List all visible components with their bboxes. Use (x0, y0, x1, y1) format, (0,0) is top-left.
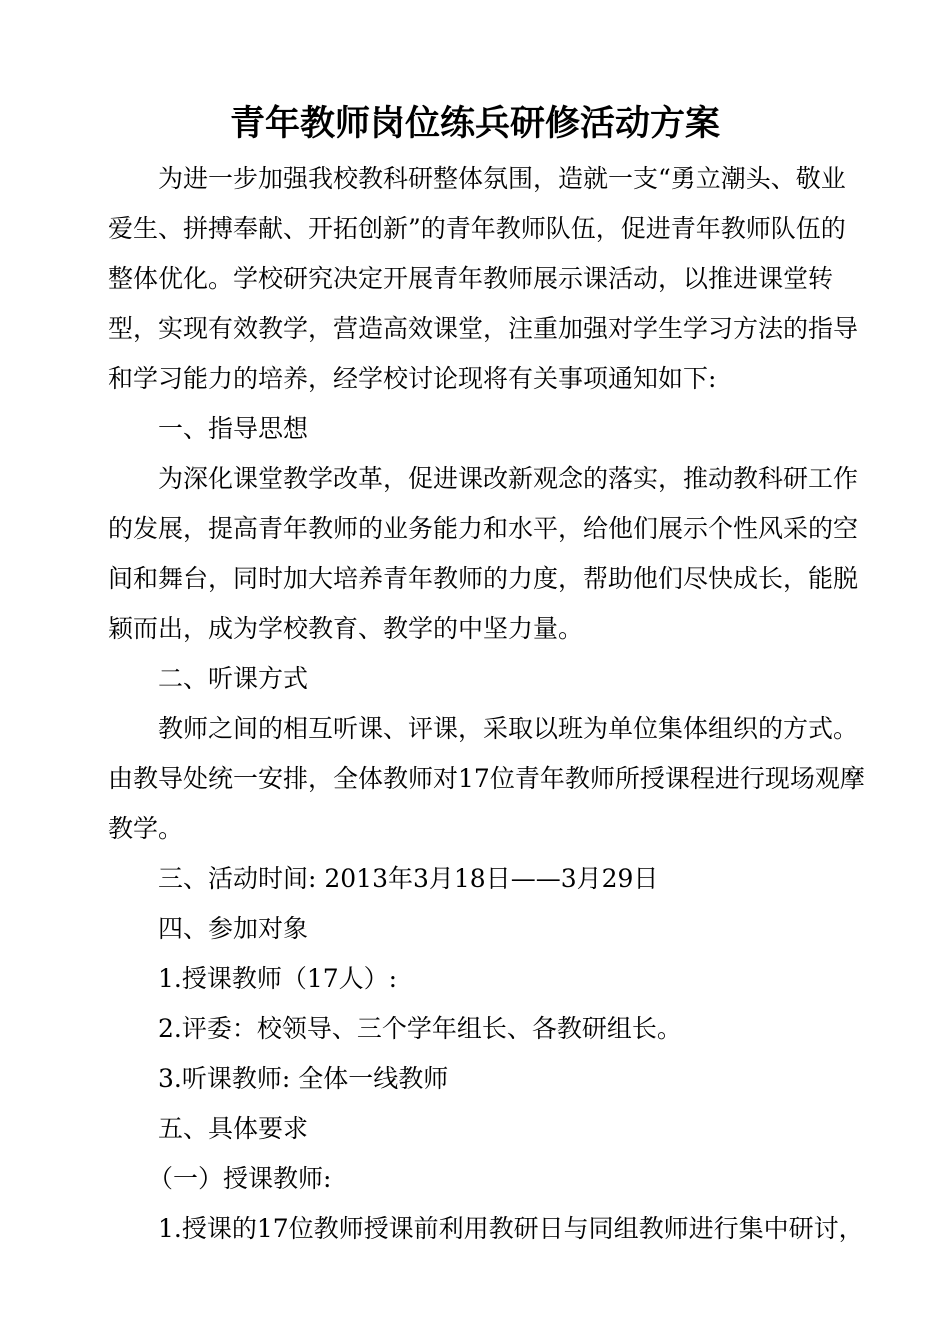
participants-item-judges: 2.评委：校领导、三个学年组长、各教研组长。 (158, 1014, 682, 1043)
guiding-ideology-paragraph: 为深化课堂教学改革，促进课改新观念的落实，推动教科研工作的发展，提高青年教师的业务能力和水平，给他们展示个性风采的空间和舞台，同时加大培养青年教师的力度，帮助他们尽快成长，能脱颖而出，成为学校教育、教学的中坚力量。 (108, 464, 859, 643)
intro-paragraph: 为进一步加强我校教科研整体氛围，造就一支“勇立潮头、敬业爱生、拼搏奉献、开拓创新”的青年教师队伍，促进青年教师队伍的整体优化。学校研究决定开展青年教师展示课活动，以推进课堂转型，实现有效教学，营造高效课堂，注重加强对学生学习方法的指导和学习能力的培养，经学校讨论现将有关事项通知如下: (108, 164, 859, 393)
requirements-subheading-teachers: （一）授课教师: (148, 1164, 332, 1193)
document-body (108, 154, 870, 1254)
lecture-method-paragraph: 教师之间的相互听课、评课，采取以班为单位集体组织的方式。由教导处统一安排，全体教师对17位青年教师所授课程进行现场观摩教学。 (108, 714, 865, 843)
section-heading-requirements: 五、具体要求 (158, 1114, 309, 1143)
section-heading-activity-time: 三、活动时间: 2013年3月18日——3月29日 (158, 864, 659, 893)
document-title: 青年教师岗位练兵研修活动方案 (229, 104, 720, 144)
requirements-item-1: 1.授课的17位教师授课前利用教研日与同组教师进行集中研讨， (158, 1214, 864, 1243)
section-heading-guiding-ideology: 一、指导思想 (158, 414, 309, 443)
section-heading-participants: 四、参加对象 (158, 914, 309, 943)
participants-item-teachers: 1.授课教师（17人）: (158, 964, 398, 993)
section-heading-lecture-method: 二、听课方式 (158, 664, 309, 693)
participants-item-audience: 3.听课教师: 全体一线教师 (158, 1064, 449, 1093)
